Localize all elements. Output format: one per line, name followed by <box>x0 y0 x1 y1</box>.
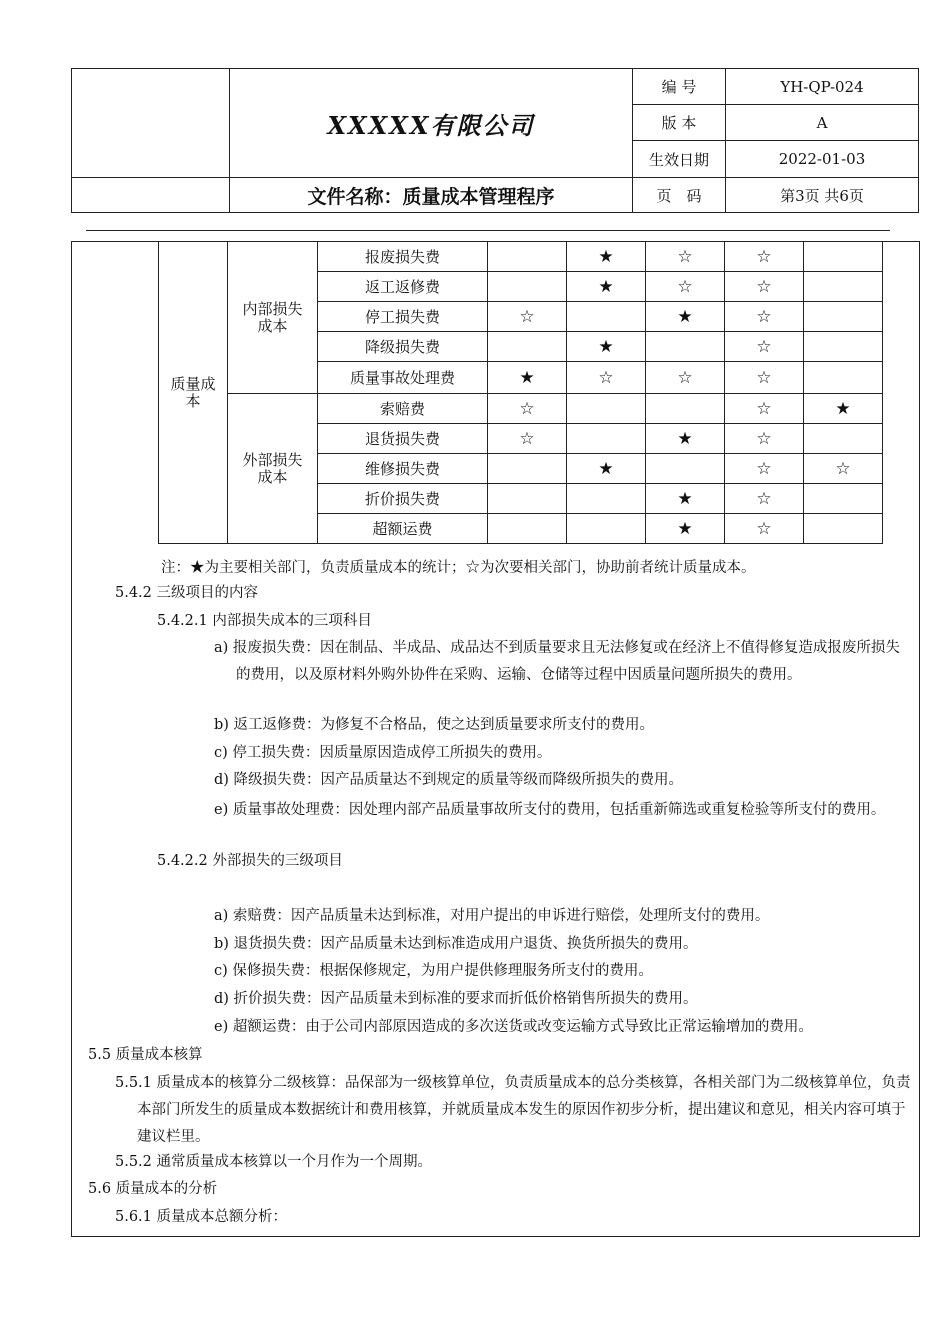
empty-cell <box>804 272 883 302</box>
empty-cell <box>804 242 883 272</box>
empty-cell <box>488 484 567 514</box>
cost-item: 索赔费 <box>318 394 488 424</box>
cost-item: 超额运费 <box>318 514 488 544</box>
section-heading: 5.5 质量成本核算 <box>88 1047 203 1063</box>
cost-item: 停工损失费 <box>318 302 488 332</box>
section-label: 外部损失成本 <box>228 394 318 544</box>
cost-item: 折价损失费 <box>318 484 488 514</box>
empty-cell <box>488 242 567 272</box>
empty-cell <box>488 454 567 484</box>
secondary-dept-mark: ☆ <box>567 362 646 394</box>
list-item: b) 退货损失费：因产品质量未达到标准造成用户退货、换货所损失的费用。 <box>214 936 698 952</box>
responsibility-matrix <box>158 241 883 544</box>
empty-cell <box>567 394 646 424</box>
field-value: A <box>726 105 919 141</box>
secondary-dept-mark: ☆ <box>725 394 804 424</box>
secondary-dept-mark: ☆ <box>488 424 567 454</box>
secondary-dept-mark: ☆ <box>646 272 725 302</box>
secondary-dept-mark: ☆ <box>725 272 804 302</box>
empty-cell <box>567 424 646 454</box>
blank-cell <box>72 178 230 213</box>
list-item: a) 报废损失费：因在制品、半成品、成品达不到质量要求且无法修复或在经济上不值得修复造成报废所损失的费用，以及原材料外购外协件在采购、运输、仓储等过程中因质量问题所损失的费用。 <box>214 640 900 683</box>
logo-cell <box>72 69 230 178</box>
empty-cell <box>804 332 883 362</box>
section-heading: 5.6 质量成本的分析 <box>88 1181 218 1197</box>
cost-item: 退货损失费 <box>318 424 488 454</box>
header-rule <box>86 230 890 231</box>
section-label: 内部损失成本 <box>228 242 318 394</box>
secondary-dept-mark: ☆ <box>725 332 804 362</box>
list-item: a) 索赔费：因产品质量未达到标准，对用户提出的申诉进行赔偿，处理所支付的费用。 <box>214 908 770 924</box>
secondary-dept-mark: ☆ <box>725 302 804 332</box>
primary-dept-mark: ★ <box>646 424 725 454</box>
empty-cell <box>567 484 646 514</box>
secondary-dept-mark: ☆ <box>488 302 567 332</box>
primary-dept-mark: ★ <box>646 302 725 332</box>
empty-cell <box>567 514 646 544</box>
primary-dept-mark: ★ <box>567 454 646 484</box>
doc-title: 文件名称：质量成本管理程序 <box>230 178 633 213</box>
list-item: c) 保修损失费：根据保修规定，为用户提供修理服务所支付的费用。 <box>214 963 653 979</box>
secondary-dept-mark: ☆ <box>725 484 804 514</box>
primary-dept-mark: ★ <box>488 362 567 394</box>
secondary-dept-mark: ☆ <box>646 362 725 394</box>
group-label: 质量成本 <box>159 242 228 544</box>
list-item: d) 折价损失费：因产品质量未到标准的要求而折低价格销售所损失的费用。 <box>214 991 698 1007</box>
section-heading: 5.4.2 三级项目的内容 <box>115 585 259 601</box>
company-name: XXXXX有限公司 <box>230 69 633 178</box>
empty-cell <box>488 514 567 544</box>
field-label: 版 本 <box>633 105 726 141</box>
secondary-dept-mark: ☆ <box>804 454 883 484</box>
empty-cell <box>488 332 567 362</box>
empty-cell <box>646 394 725 424</box>
empty-cell <box>804 302 883 332</box>
empty-cell <box>804 424 883 454</box>
matrix-row <box>159 394 883 424</box>
subsection-heading: 5.4.2.2 外部损失的三级项目 <box>157 853 343 869</box>
primary-dept-mark: ★ <box>646 484 725 514</box>
matrix-row <box>159 242 883 272</box>
empty-cell <box>646 454 725 484</box>
primary-dept-mark: ★ <box>804 394 883 424</box>
paragraph: 5.5.2 通常质量成本核算以一个月作为一个周期。 <box>115 1154 433 1170</box>
list-item: d) 降级损失费：因产品质量达不到规定的质量等级而降级所损失的费用。 <box>214 772 684 788</box>
list-item: b) 返工返修费：为修复不合格品，使之达到质量要求所支付的费用。 <box>214 717 655 733</box>
cost-item: 报废损失费 <box>318 242 488 272</box>
secondary-dept-mark: ☆ <box>725 242 804 272</box>
empty-cell <box>804 484 883 514</box>
list-item: e) 超额运费：由于公司内部原因造成的多次送货或改变运输方式导致比正常运输增加的费用。 <box>214 1019 813 1035</box>
secondary-dept-mark: ☆ <box>725 362 804 394</box>
primary-dept-mark: ★ <box>567 242 646 272</box>
list-item: e) 质量事故处理费：因处理内部产品质量事故所支付的费用，包括重新筛选或重复检验等所支付的费用。 <box>214 802 886 818</box>
field-label: 编 号 <box>633 69 726 105</box>
field-value: 第3页 共6页 <box>726 178 919 213</box>
list-item: c) 停工损失费：因质量原因造成停工所损失的费用。 <box>214 745 552 761</box>
paragraph: 5.5.1 质量成本的核算分二级核算：品保部为一级核算单位，负责质量成本的总分类核算，各相关部门为二级核算单位，负责本部门所发生的质量成本数据统计和费用核算，并就质量成本发生的原因作初步分析，提出建议和意见，相关内容可填于建议栏里。 <box>115 1075 911 1145</box>
secondary-dept-mark: ☆ <box>725 424 804 454</box>
empty-cell <box>646 332 725 362</box>
empty-cell <box>488 272 567 302</box>
cost-item: 维修损失费 <box>318 454 488 484</box>
secondary-dept-mark: ☆ <box>725 514 804 544</box>
subsection-heading: 5.4.2.1 内部损失成本的三项科目 <box>157 613 372 629</box>
field-label: 生效日期 <box>633 141 726 178</box>
cost-item: 质量事故处理费 <box>318 362 488 394</box>
field-value: YH-QP-024 <box>726 69 919 105</box>
document-header <box>71 68 919 213</box>
empty-cell <box>804 514 883 544</box>
field-value: 2022-01-03 <box>726 141 919 178</box>
secondary-dept-mark: ☆ <box>646 242 725 272</box>
empty-cell <box>567 302 646 332</box>
cost-item: 返工返修费 <box>318 272 488 302</box>
primary-dept-mark: ★ <box>567 332 646 362</box>
secondary-dept-mark: ☆ <box>488 394 567 424</box>
field-label: 页 码 <box>633 178 726 213</box>
empty-cell <box>804 362 883 394</box>
matrix-note: 注：★为主要相关部门，负责质量成本的统计；☆为次要相关部门，协助前者统计质量成本。 <box>161 560 756 576</box>
secondary-dept-mark: ☆ <box>725 454 804 484</box>
primary-dept-mark: ★ <box>567 272 646 302</box>
paragraph: 5.6.1 质量成本总额分析： <box>115 1209 288 1225</box>
primary-dept-mark: ★ <box>646 514 725 544</box>
cost-item: 降级损失费 <box>318 332 488 362</box>
